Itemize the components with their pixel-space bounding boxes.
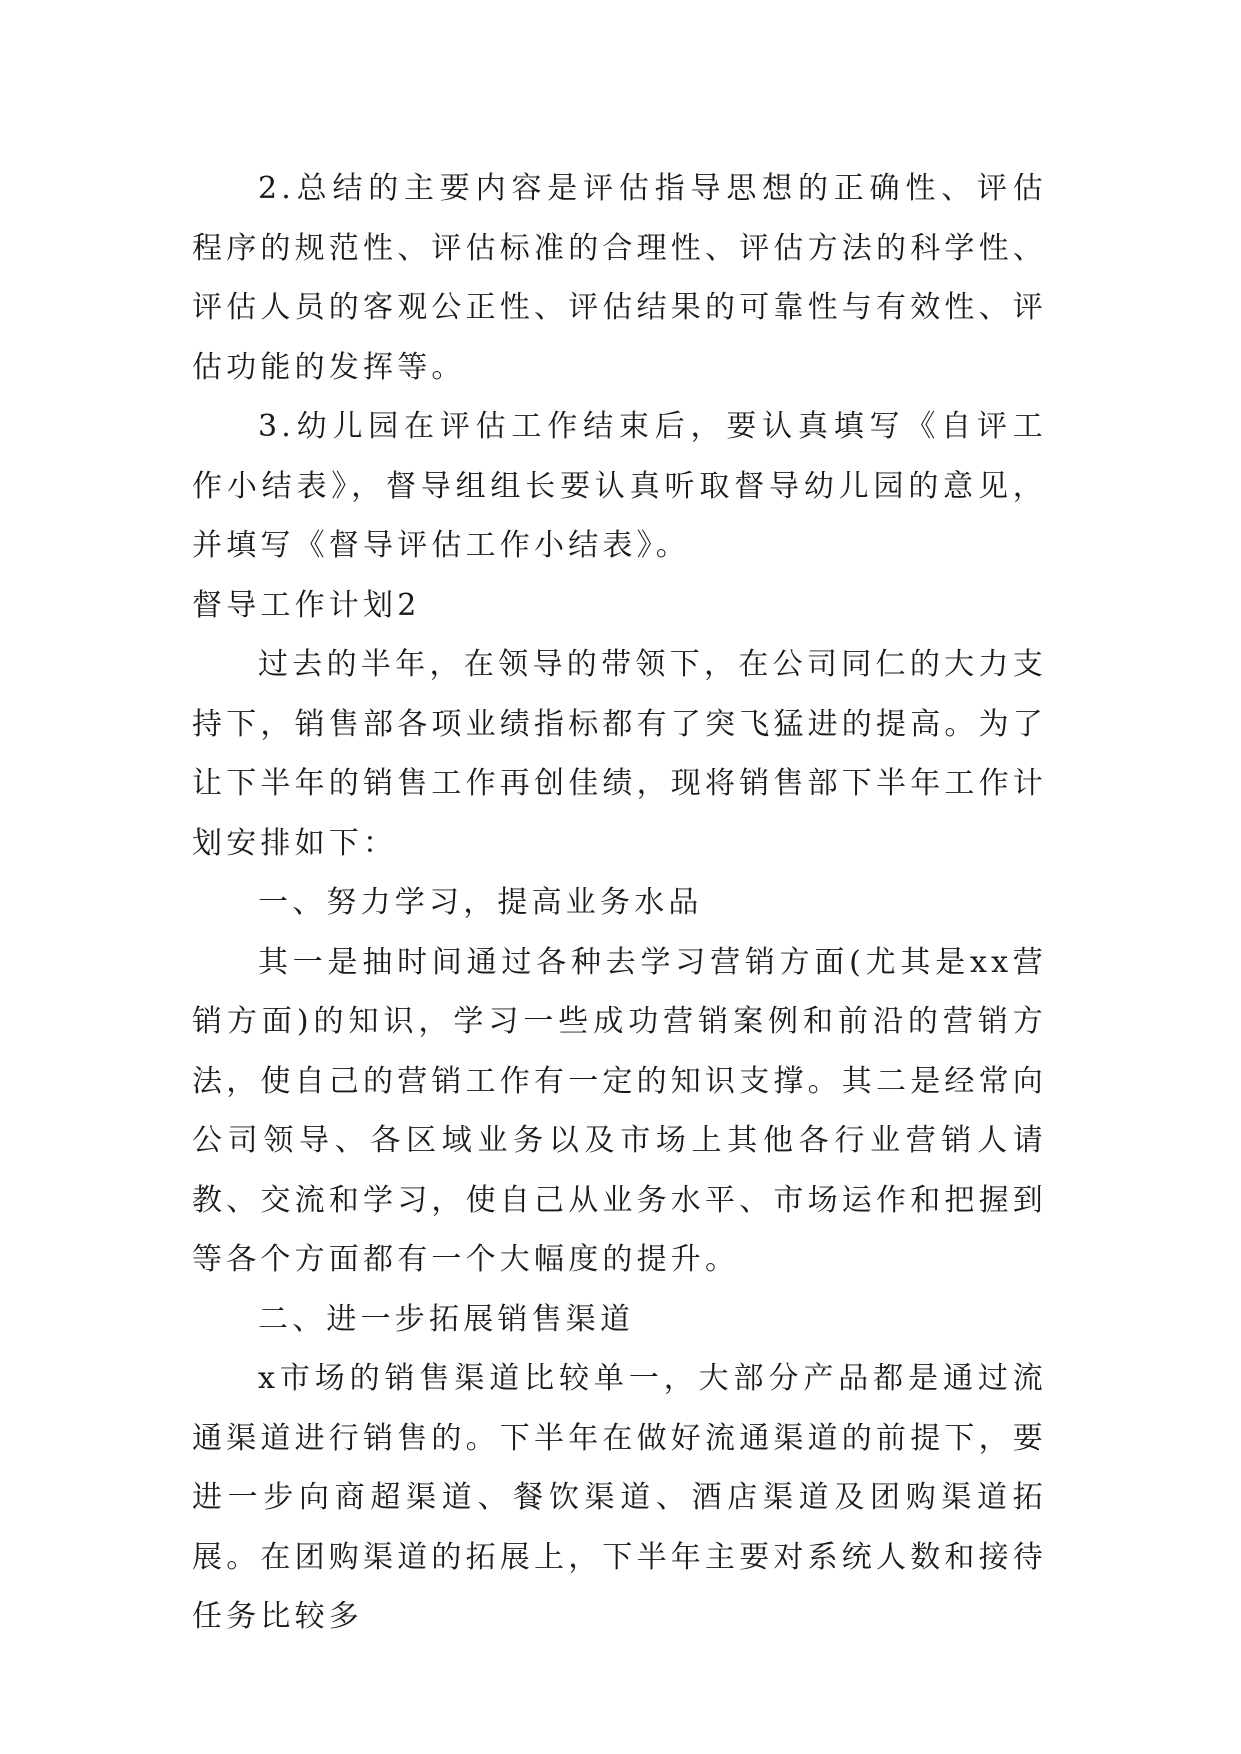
paragraph-study: 其一是抽时间通过各种去学习营销方面(尤其是xx营销方面)的知识，学习一些成功营销案例和前沿的营销方法，使自己的营销工作有一定的知识支撑。其二是经常向公司领导、各区域业务以及市场上其他各行业营销人请教、交流和学习，使自己从业务水平、市场运作和把握到等各个方面都有一个大幅度的提升。 xyxy=(192,944,1047,1277)
subheading-study: 一、努力学习，提高业务水品 xyxy=(258,885,703,920)
section-title: 督导工作计划2 xyxy=(192,587,421,623)
paragraph-channels: x市场的销售渠道比较单一，大部分产品都是通过流通渠道进行销售的。下半年在做好流通渠道的前提下，要进一步向商超渠道、餐饮渠道、酒店渠道及团购渠道拓展。在团购渠道的拓展上，下半年主要对系统人数和接待任务比较多 xyxy=(192,1361,1047,1634)
document-body xyxy=(192,159,1047,1647)
paragraph-intro: 过去的半年，在领导的带领下，在公司同仁的大力支持下，销售部各项业绩指标都有了突飞猛进的提高。为了让下半年的销售工作再创佳绩，现将销售部下半年工作计划安排如下： xyxy=(192,647,1047,861)
subheading-channels: 二、进一步拓展销售渠道 xyxy=(258,1301,635,1337)
paragraph-summary-content: 2.总结的主要内容是评估指导思想的正确性、评估程序的规范性、评估标准的合理性、评估方法的科学性、评估人员的客观公正性、评估结果的可靠性与有效性、评估功能的发挥等。 xyxy=(192,171,1047,385)
paragraph-kindergarten-form: 3.幼儿园在评估工作结束后，要认真填写《自评工作小结表》，督导组组长要认真听取督导幼儿园的意见，并填写《督导评估工作小结表》。 xyxy=(192,409,1047,563)
